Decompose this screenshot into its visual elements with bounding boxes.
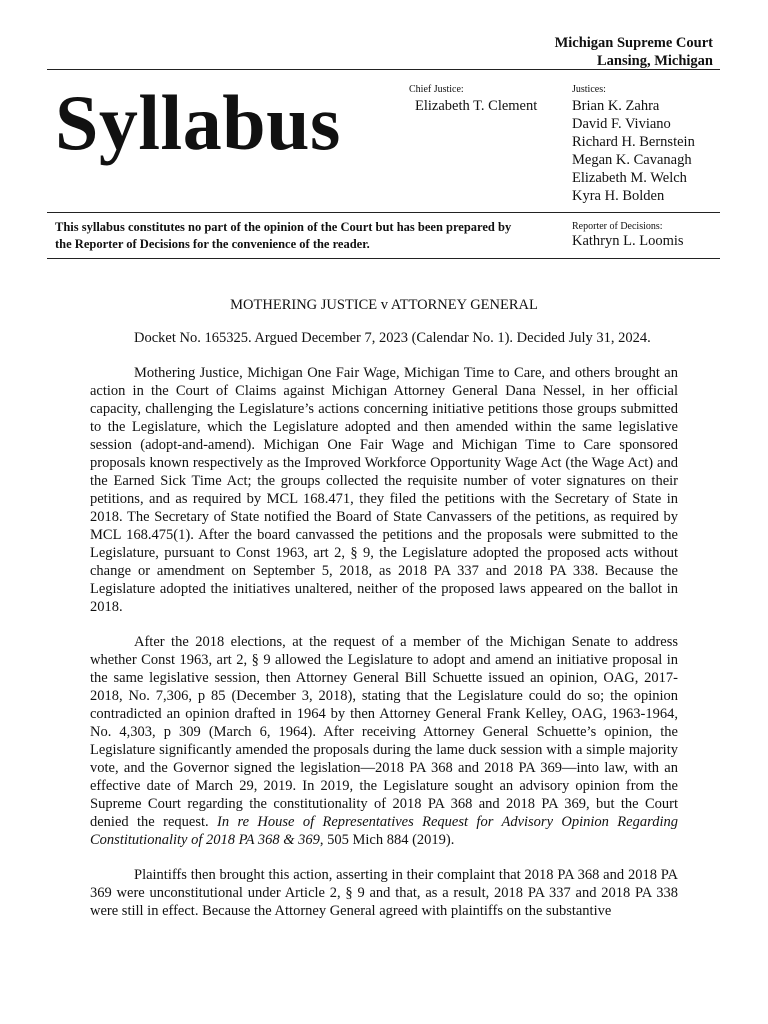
syllabus-title: Syllabus xyxy=(55,79,341,166)
court-header xyxy=(555,34,713,70)
justice-name: Megan K. Cavanagh xyxy=(572,152,692,168)
middle-rule xyxy=(47,212,720,213)
paragraph-2 xyxy=(90,633,678,849)
justice-name: David F. Viviano xyxy=(572,116,671,132)
court-location: Lansing, Michigan xyxy=(596,53,713,69)
bottom-rule xyxy=(47,258,720,259)
chief-justice-label: Chief Justice: xyxy=(409,84,464,95)
justices-block xyxy=(572,84,695,205)
chief-justice-block xyxy=(409,84,537,115)
chief-justice-name: Elizabeth T. Clement xyxy=(415,98,538,114)
top-rule xyxy=(47,69,720,70)
justice-name: Richard H. Bernstein xyxy=(572,134,695,150)
justice-name: Kyra H. Bolden xyxy=(572,188,665,204)
paragraph-2-end: , 505 Mich 884 (2019). xyxy=(319,832,455,848)
reporter-name: Kathryn L. Loomis xyxy=(572,233,684,249)
justice-name: Elizabeth M. Welch xyxy=(572,170,687,186)
paragraph-3: Plaintiffs then brought this action, asserting in their complaint that 2018 PA 368 and 2018 PA 369 were unconstitutional under Article 2, § 9 and that, as a result, 2018 PA 337 and 2018 PA 338 were still in effect. Because the Attorney General agreed with plaintiffs on the substantive xyxy=(90,867,678,919)
reporter-block xyxy=(572,221,684,250)
reporter-label: Reporter of Decisions: xyxy=(572,221,663,232)
case-title: MOTHERING JUSTICE v ATTORNEY GENERAL xyxy=(230,297,538,313)
justices-list xyxy=(572,97,695,205)
case-citation: In re House of Representatives Request for Advisory Opinion Regarding Constitutionality of 2018 PA 368 & 369 xyxy=(90,814,678,848)
disclaimer-text: This syllabus constitutes no part of the opinion of the Court but has been prepared by the Reporter of Decisions for the convenience of the reader. xyxy=(55,220,512,251)
justice-name: Brian K. Zahra xyxy=(572,98,660,114)
court-name: Michigan Supreme Court xyxy=(554,35,713,51)
docket-line: Docket No. 165325. Argued December 7, 2023 (Calendar No. 1). Decided July 31, 2024. xyxy=(134,330,651,346)
paragraph-2-text: After the 2018 elections, at the request of a member of the Michigan Senate to address whether Const 1963, art 2, § 9 allowed the Legislature to adopt and amend an initiative proposal in the same legislative session, then Attorney General Bill Schuette issued an opinion, OAG, 2017-2018, No. 7,306, p 85 (December 3, 2018), stating that the Legislature could do so; the opinion contradicted an opinion drafted in 1964 by then Attorney General Frank Kelley, OAG, 1963-1964, No. 4,303, p 309 (March 6, 1964). After receiving Attorney General Schuette’s opinion, the Legislature significantly amended the proposals during the lame duck session with a simple majority vote, and the Governor signed the legislation—2018 PA 368 and 2018 PA 369—into law, with an effective date of March 29, 2019. In 2019, the Legislature sought an advisory opinion from the Supreme Court regarding the constitutionality of 2018 PA 368 and 2018 PA 369, but the Court denied the request. xyxy=(90,634,678,830)
syllabus-body xyxy=(90,296,678,937)
paragraph-1: Mothering Justice, Michigan One Fair Wage, Michigan Time to Care, and others brought an action in the Court of Claims against Michigan Attorney General Dana Nessel, in her official capacity, challenging the Legislature’s actions concerning initiative petitions those groups submitted to the Legislature, which the Legislature adopted and then amended within the same legislative session (adopt-and-amend). Michigan One Fair Wage and Michigan Time to Care sponsored proposals known respectively as the Improved Workforce Opportunity Wage Act (the Wage Act) and the Earned Sick Time Act; the groups collected the requisite number of voter signatures on their petitions, and as required by MCL 168.471, they filed the petitions with the Secretary of State in 2018. The Secretary of State notified the Board of State Canvassers of the petitions, as required by MCL 168.475(1). After the board canvassed the petitions and the proposals were submitted to the Legislature, pursuant to Const 1963, art 2, § 9, the Legislature adopted the proposed acts without change or amendment on September 5, 2018, as 2018 PA 337 and 2018 PA 338. Because the Legislature adopted the initiatives unaltered, neither of the proposed laws appeared on the ballot in 2018. xyxy=(90,365,678,615)
justices-label: Justices: xyxy=(572,84,606,95)
